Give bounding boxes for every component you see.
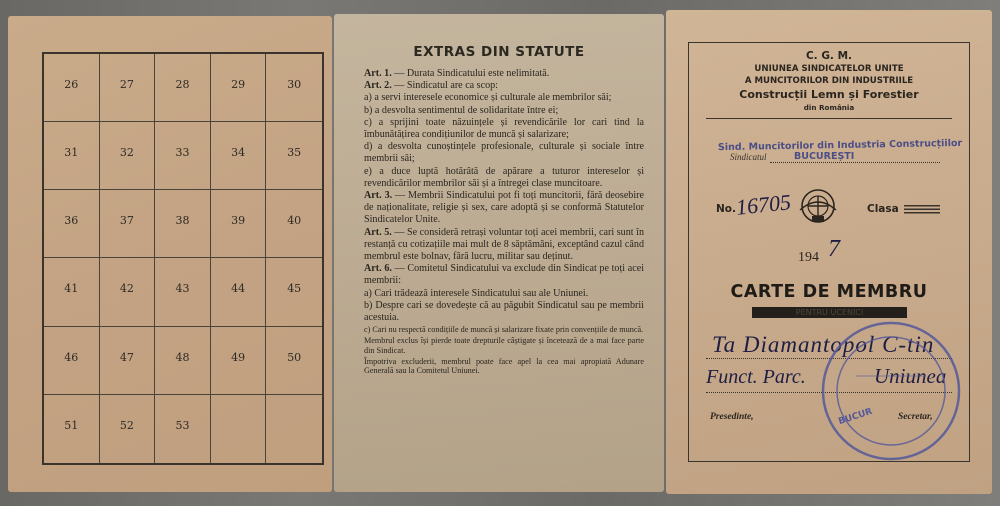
year-handwritten: 7: [828, 236, 840, 262]
article-text: — Comitetul Sindicatului va exclude din Sindicat pe toți acei membrii:: [364, 263, 645, 287]
statute-footnote: Împotriva excluderii, membrul poate face apel la cea mai apropiată Adunare Generală sau la Comitetul Uniunei.: [364, 356, 644, 376]
secretary-label: Secretar,: [898, 412, 933, 422]
statute-paragraph: [364, 80, 644, 92]
syndicate-label: Sindicatul: [730, 152, 767, 162]
grid-cell: 41: [44, 258, 100, 326]
article-text: — Sindicatul are ca scop:: [391, 80, 498, 92]
grid-cell: 53: [155, 395, 211, 463]
statutes-text: [364, 68, 644, 376]
org-abbrev: C. G. M.: [805, 50, 853, 62]
article-text: e) a duce luptă hotărâtă de apărare a tuturor intereselor și revendicărilor membrilor săi și a întregei clase muncitoare.: [364, 165, 644, 189]
class-redaction-bars: [904, 205, 940, 215]
grid-cell: 31: [44, 122, 100, 190]
grid-cell: 45: [266, 258, 322, 326]
grid-cell: 35: [266, 122, 322, 190]
round-seal-icon: [816, 316, 966, 466]
stamp-grid-panel: [8, 16, 332, 492]
article-text: a) a servi interesele economice și culturale ale membrilor săi;: [364, 92, 612, 104]
grid-cell: [266, 395, 322, 463]
grid-cell: 30: [266, 54, 322, 122]
org-line-4: din România: [803, 103, 855, 112]
crossed-out-line: PENTRU UCENICI: [795, 308, 864, 317]
grid-cell: 42: [100, 258, 156, 326]
grid-cell: 49: [211, 327, 267, 395]
statute-paragraph: [364, 105, 644, 117]
article-text: — Membrii Sindicatului pot fi toți muncitorii, fără deosebire de naționalitate, religie și sex, care adoptă și se conformă Statutelor Sindicatelor Unite.: [364, 190, 644, 226]
grid-cell: 37: [100, 190, 156, 258]
article-number: Art. 3.: [364, 190, 393, 202]
grid-cell: 39: [211, 190, 267, 258]
grid-cell: 34: [211, 122, 267, 190]
year-printed: 194: [798, 250, 819, 265]
syndicate-stamp: Sind. Muncitorilor din Industria Construcțiilor: [717, 137, 963, 154]
grid-cell: 43: [155, 258, 211, 326]
article-text: — Se consideră retrași voluntar toți acei membrii, cari sunt în restanță cu cotizațiile mai mult de 8 săptămâni, exceptând cazul când membrul este bolnav, fără lucru, militar sau deținut.: [364, 226, 644, 263]
article-text: d) a desvolta cunoștințele profesionale, culturale și sociale între membrii săi;: [364, 141, 644, 165]
statutes-title: EXTRAS DIN STATUTE: [413, 44, 585, 60]
grid-cell: 40: [266, 190, 322, 258]
union-emblem-icon: [796, 186, 840, 226]
statute-paragraph: [364, 190, 644, 227]
president-label: Presedinte,: [710, 412, 754, 422]
header-divider: [706, 118, 952, 119]
statute-paragraph: [364, 141, 644, 165]
statute-paragraph: [364, 300, 644, 324]
grid-cell: 52: [100, 395, 156, 463]
seal-city-text: BUCUR: [837, 406, 874, 428]
article-number: Art. 5.: [364, 226, 392, 238]
grid-cell: 48: [155, 327, 211, 395]
org-line-2: A MUNCITORILOR DIN INDUSTRIILE: [744, 76, 914, 86]
article-text: b) a desvolta sentimentul de solidaritate între ei;: [364, 104, 559, 116]
article-number: Art. 6.: [364, 263, 392, 275]
grid-cell: 26: [44, 54, 100, 122]
grid-cell: 44: [211, 258, 267, 326]
dues-stamp-grid: [42, 52, 324, 465]
member-function: Funct. Parc.: [706, 366, 806, 388]
statute-paragraph: [364, 68, 644, 80]
grid-cell: 36: [44, 190, 100, 258]
org-line-1: UNIUNEA SINDICATELOR UNITE: [754, 64, 904, 74]
org-line-3: Construcții Lemn și Forestier: [739, 88, 919, 101]
article-text: b) Despre cari se dovedește că au păgubit Sindicatul sau pe membrii acestuia.: [364, 299, 644, 324]
membership-card-panel: [666, 10, 992, 494]
grid-cell: 46: [44, 327, 100, 395]
grid-cell: 38: [155, 190, 211, 258]
grid-cell: 47: [100, 327, 156, 395]
grid-cell: [211, 395, 267, 463]
article-number: Art. 1.: [364, 68, 392, 79]
grid-cell: 50: [266, 327, 322, 395]
statute-footnote: Membrul exclus își pierde toate drepturile câștigate și încetează de a mai face parte din Sindicat.: [364, 336, 644, 355]
statutes-panel: [334, 14, 664, 492]
statute-paragraph: [364, 288, 644, 300]
syndicate-dotted-line: [770, 162, 940, 163]
statute-paragraph: [364, 117, 644, 141]
card-title: CARTE DE MEMBRU: [730, 282, 928, 302]
article-text: — Durata Sindicatului este nelimitată.: [391, 68, 550, 79]
class-label: Clasa: [867, 203, 899, 215]
statute-footnote: c) Cari nu respectă condițiile de muncă și salarizare fixate prin convențiile de muncă.: [364, 325, 644, 335]
statute-paragraph: [364, 166, 644, 190]
grid-cell: 29: [211, 54, 267, 122]
member-union: Uniunea: [874, 364, 947, 388]
grid-cell: 33: [155, 122, 211, 190]
syndicate-city: BUCUREȘTI: [794, 151, 855, 162]
statute-paragraph: [364, 227, 644, 264]
member-name: Ta Diamantopol C-tin: [712, 332, 935, 357]
number-label: No.: [716, 203, 736, 215]
member-number: 16705: [734, 189, 793, 220]
grid-cell: 27: [100, 54, 156, 122]
grid-cell: 51: [44, 395, 100, 463]
article-text: c) a sprijini toate năzuințele și revendicările lor cari tind la îmbunătățirea condițiunilor de muncă și salarizare;: [364, 116, 644, 141]
grid-cell: 32: [100, 122, 156, 190]
article-text: a) Cari trădează interesele Sindicatului sau ale Uniunei.: [364, 287, 589, 299]
article-number: Art. 2.: [364, 80, 392, 92]
grid-cell: 28: [155, 54, 211, 122]
statute-paragraph: [364, 263, 644, 287]
statute-paragraph: [364, 92, 644, 104]
